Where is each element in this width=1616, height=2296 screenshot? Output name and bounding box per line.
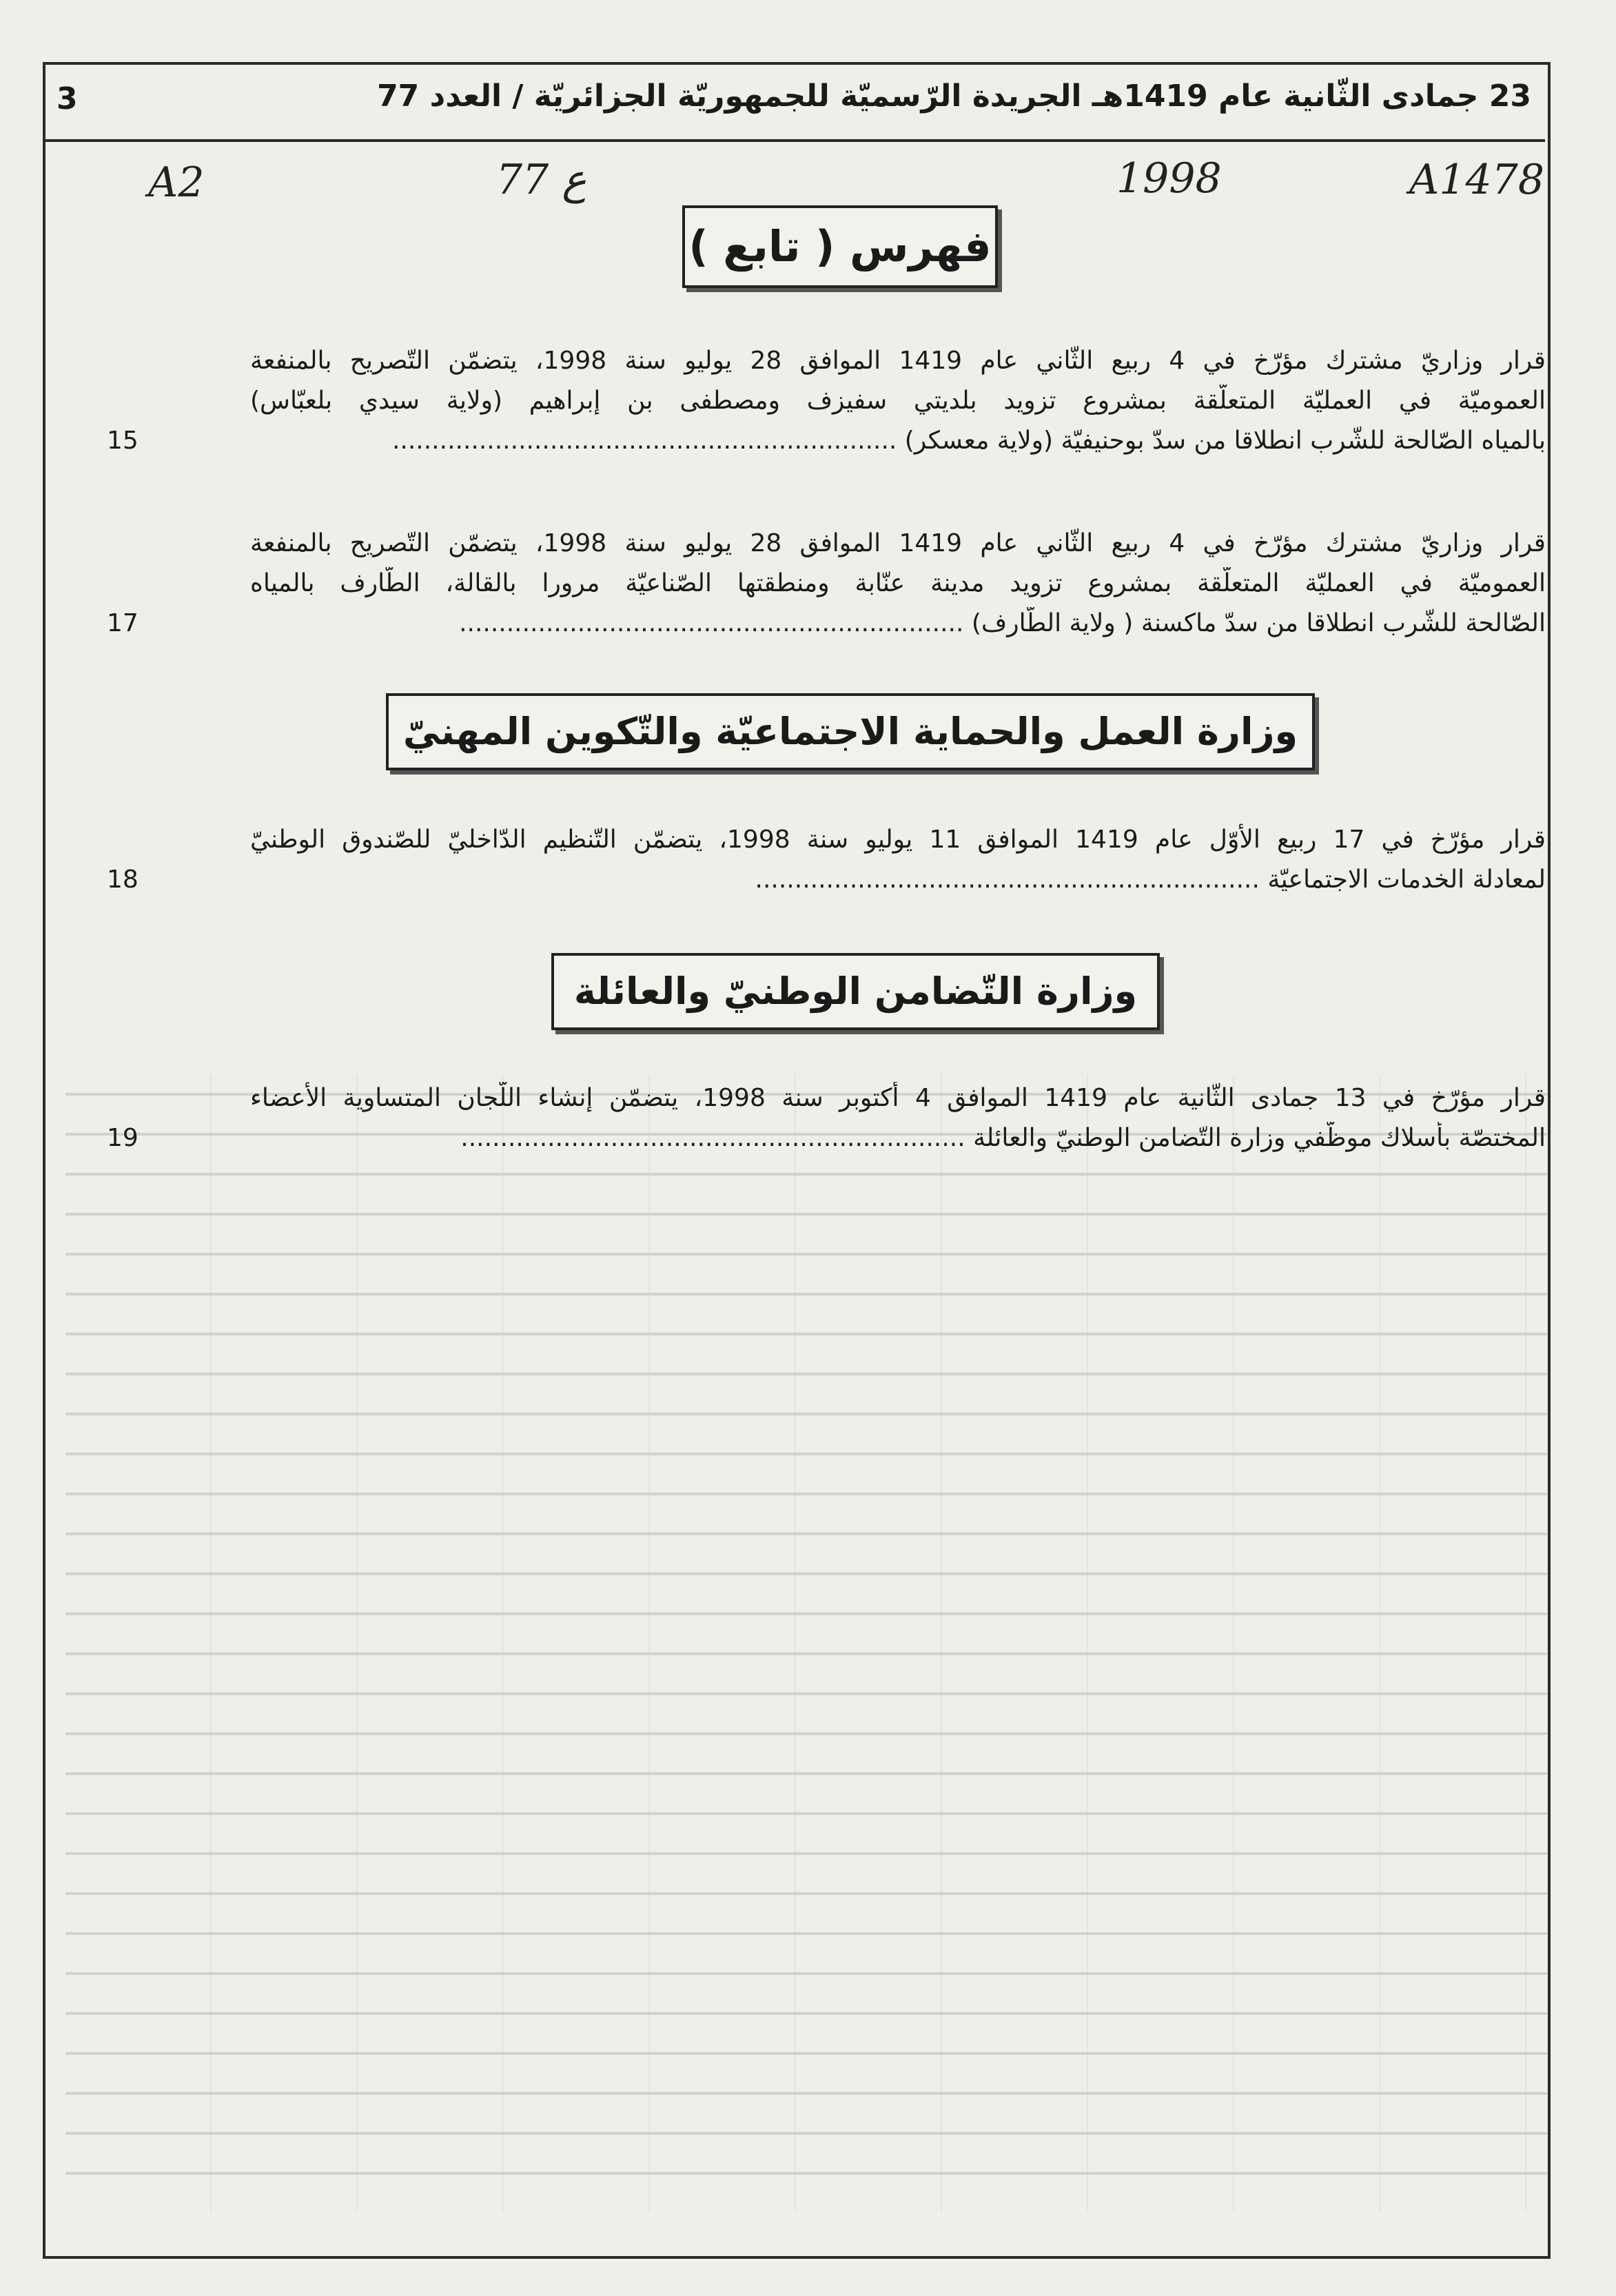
entry-2-line-3 — [250, 607, 1546, 640]
entry-1-page: 15 — [107, 427, 139, 455]
entry-4-line-2-text: المختصّة بأسلاك موظّفي وزارة التّضامن الوطنيّ والعائلة — [973, 1124, 1546, 1152]
index-entry-1 — [107, 345, 1546, 455]
labor-ministry-heading-box — [386, 693, 1315, 770]
annotation-code: A1478 — [1409, 156, 1545, 204]
annotation-year: 1998 — [1116, 154, 1222, 203]
bleed-through-texture — [65, 1075, 1547, 2212]
entry-1-line-3-text: بالمياه الصّالحة للشّرب انطلاقا من سدّ بوحنيفيّة (ولاية معسكر) — [904, 427, 1546, 455]
entry-2-line-3-text: الصّالحة للشّرب انطلاقا من سدّ ماكسنة ( ولاية الطّارف) — [971, 609, 1546, 637]
index-entry-3 — [107, 823, 1546, 892]
running-header — [43, 62, 1545, 142]
entry-2-line-1: قرار وزاريّ مشترك مؤرّخ في 4 ربيع الثّاني عام 1419 الموافق 28 يوليو سنة 1998، يتضمّن التّصريح بالمنفعة — [250, 529, 1546, 557]
annotation-a2: A2 — [148, 158, 205, 207]
dot-leader: ................................................................ — [460, 1124, 965, 1152]
index-heading-box — [682, 205, 998, 288]
entry-4-page: 19 — [107, 1124, 139, 1152]
solidarity-ministry-heading-box — [551, 953, 1160, 1030]
entry-3-line-1: قرار مؤرّخ في 17 ربيع الأوّل عام 1419 الموافق 11 يوليو سنة 1998، يتضمّن التّنظيم الدّاخليّ للصّندوق الوطنيّ — [250, 826, 1546, 854]
dot-leader: ................................................................ — [391, 427, 897, 455]
index-heading: فهرس ( تابع ) — [688, 221, 992, 271]
entry-3-page: 18 — [107, 865, 139, 894]
labor-ministry-heading: وزارة العمل والحماية الاجتماعيّة والتّكوين المهنيّ — [402, 710, 1298, 753]
header-title: 23 جمادى الثّانية عام 1419هـ الجريدة الرّسميّة للجمهوريّة الجزائريّة / العدد 77 — [377, 79, 1531, 114]
entry-1-line-2: العموميّة في العمليّة المتعلّقة بمشروع تزويد بلديتي سفيزف ومصطفى بن إبراهيم (ولاية سيدي بلعبّاس) — [250, 387, 1546, 415]
annotation-issue: 77 ع — [496, 156, 587, 204]
entry-1-line-3 — [250, 424, 1546, 458]
entry-3-line-2-text: لمعادلة الخدمات الاجتماعيّة — [1267, 865, 1546, 894]
dot-leader: ................................................................ — [459, 609, 964, 637]
index-entry-2 — [107, 527, 1546, 637]
entry-2-page: 17 — [107, 609, 139, 637]
entry-4-line-1: قرار مؤرّخ في 13 جمادى الثّانية عام 1419 الموافق 4 أكتوبر سنة 1998، يتضمّن إنشاء اللّجان المتساوية الأعضاء — [250, 1084, 1546, 1112]
dot-leader: ................................................................ — [755, 865, 1260, 894]
page-number: 3 — [57, 81, 78, 116]
entry-3-line-2 — [250, 863, 1546, 896]
entry-2-line-2: العموميّة في العمليّة المتعلّقة بمشروع تزويد مدينة عنّابة ومنطقتها الصّناعيّة مرورا بالقالة، الطّارف بالمياه — [250, 569, 1546, 597]
solidarity-ministry-heading: وزارة التّضامن الوطنيّ والعائلة — [573, 970, 1138, 1013]
entry-1-line-1: قرار وزاريّ مشترك مؤرّخ في 4 ربيع الثّاني عام 1419 الموافق 28 يوليو سنة 1998، يتضمّن التّصريح بالمنفعة — [250, 347, 1546, 375]
